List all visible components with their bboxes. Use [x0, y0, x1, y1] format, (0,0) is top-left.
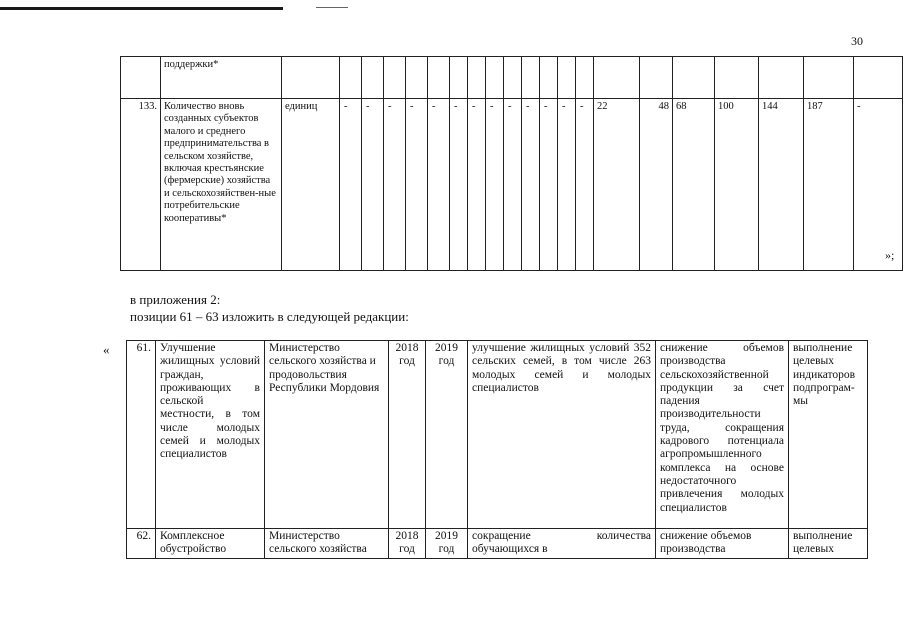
page-number: 30	[851, 34, 863, 48]
scan-top-rule-small	[316, 7, 348, 8]
opening-quote: «	[103, 342, 110, 357]
value-cell: -	[558, 99, 576, 271]
end-year: 2019 год	[426, 529, 468, 559]
row-number: 62.	[127, 529, 156, 559]
start-year: 2018 год	[389, 529, 426, 559]
consequence: снижение объемов производства сельскохозяйственной продукции за счет падения производительности труда, сокращения кадрового потенциала агропромышленного комплекса на основе недостаточного привлечения молодых специалистов	[656, 341, 789, 529]
value-cell: -	[486, 99, 504, 271]
value-cell: -	[362, 99, 384, 271]
value-cell: -	[468, 99, 486, 271]
value-cell: -	[340, 99, 362, 271]
indicator-link: выполнение целевых	[789, 529, 868, 559]
table-row	[121, 99, 903, 271]
value-cell: 48	[640, 99, 673, 271]
unit: единиц	[282, 99, 340, 271]
closing-quote: »;	[885, 248, 895, 262]
paragraph: в приложения 2:	[130, 292, 221, 307]
consequence: снижение объемов производства	[656, 529, 789, 559]
value-cell: -	[522, 99, 540, 271]
start-year: 2018 год	[389, 341, 426, 529]
paragraph: позиции 61 – 63 изложить в следующей редакции:	[130, 309, 409, 324]
indicator-name: поддержки*	[161, 57, 282, 99]
indicator-link: выполнение целевых индикаторов подпрограм-мы	[789, 341, 868, 529]
indicators-table	[120, 56, 903, 271]
value-cell: -	[540, 99, 558, 271]
table-row	[127, 529, 868, 559]
measure-name: Комплексное обустройство	[156, 529, 265, 559]
row-number: 61.	[127, 341, 156, 529]
value-cell: -	[504, 99, 522, 271]
value-cell: 144	[759, 99, 804, 271]
table-row	[121, 57, 903, 99]
measures-table	[126, 340, 868, 559]
indicator-name: Количество вновь созданных субъектов малого и среднего предпринимательства в сельском хозяйстве, включая крестьянские (фермерские) хозяйства и сельскохозяйствен-ные потребительские кооперативы*	[161, 99, 282, 271]
row-number: 133.	[121, 99, 161, 271]
value-cell: -	[406, 99, 428, 271]
executor: Министерство сельского хозяйства	[265, 529, 389, 559]
value-cell: -	[428, 99, 450, 271]
expected-result: сокращение количества обучающихся в	[468, 529, 656, 559]
value-cell: -	[450, 99, 468, 271]
value-cell: -	[576, 99, 594, 271]
value-cell: -	[384, 99, 406, 271]
value-cell: -	[854, 99, 903, 271]
measure-name: Улучшение жилищных условий граждан, проживающих в сельской местности, в том числе молодых семей и молодых специалистов	[156, 341, 265, 529]
executor: Министерство сельского хозяйства и продовольствия Республики Мордовия	[265, 341, 389, 529]
table-row	[127, 341, 868, 529]
end-year: 2019 год	[426, 341, 468, 529]
value-cell: 68	[673, 99, 715, 271]
value-cell: 22	[594, 99, 640, 271]
value-cell: 100	[715, 99, 759, 271]
expected-result: улучшение жилищных условий 352 сельских семей, в том числе 263 молодых семей и молодых специалистов	[468, 341, 656, 529]
scan-top-rule	[0, 7, 283, 10]
value-cell: 187	[804, 99, 854, 271]
cell-num	[121, 57, 161, 99]
